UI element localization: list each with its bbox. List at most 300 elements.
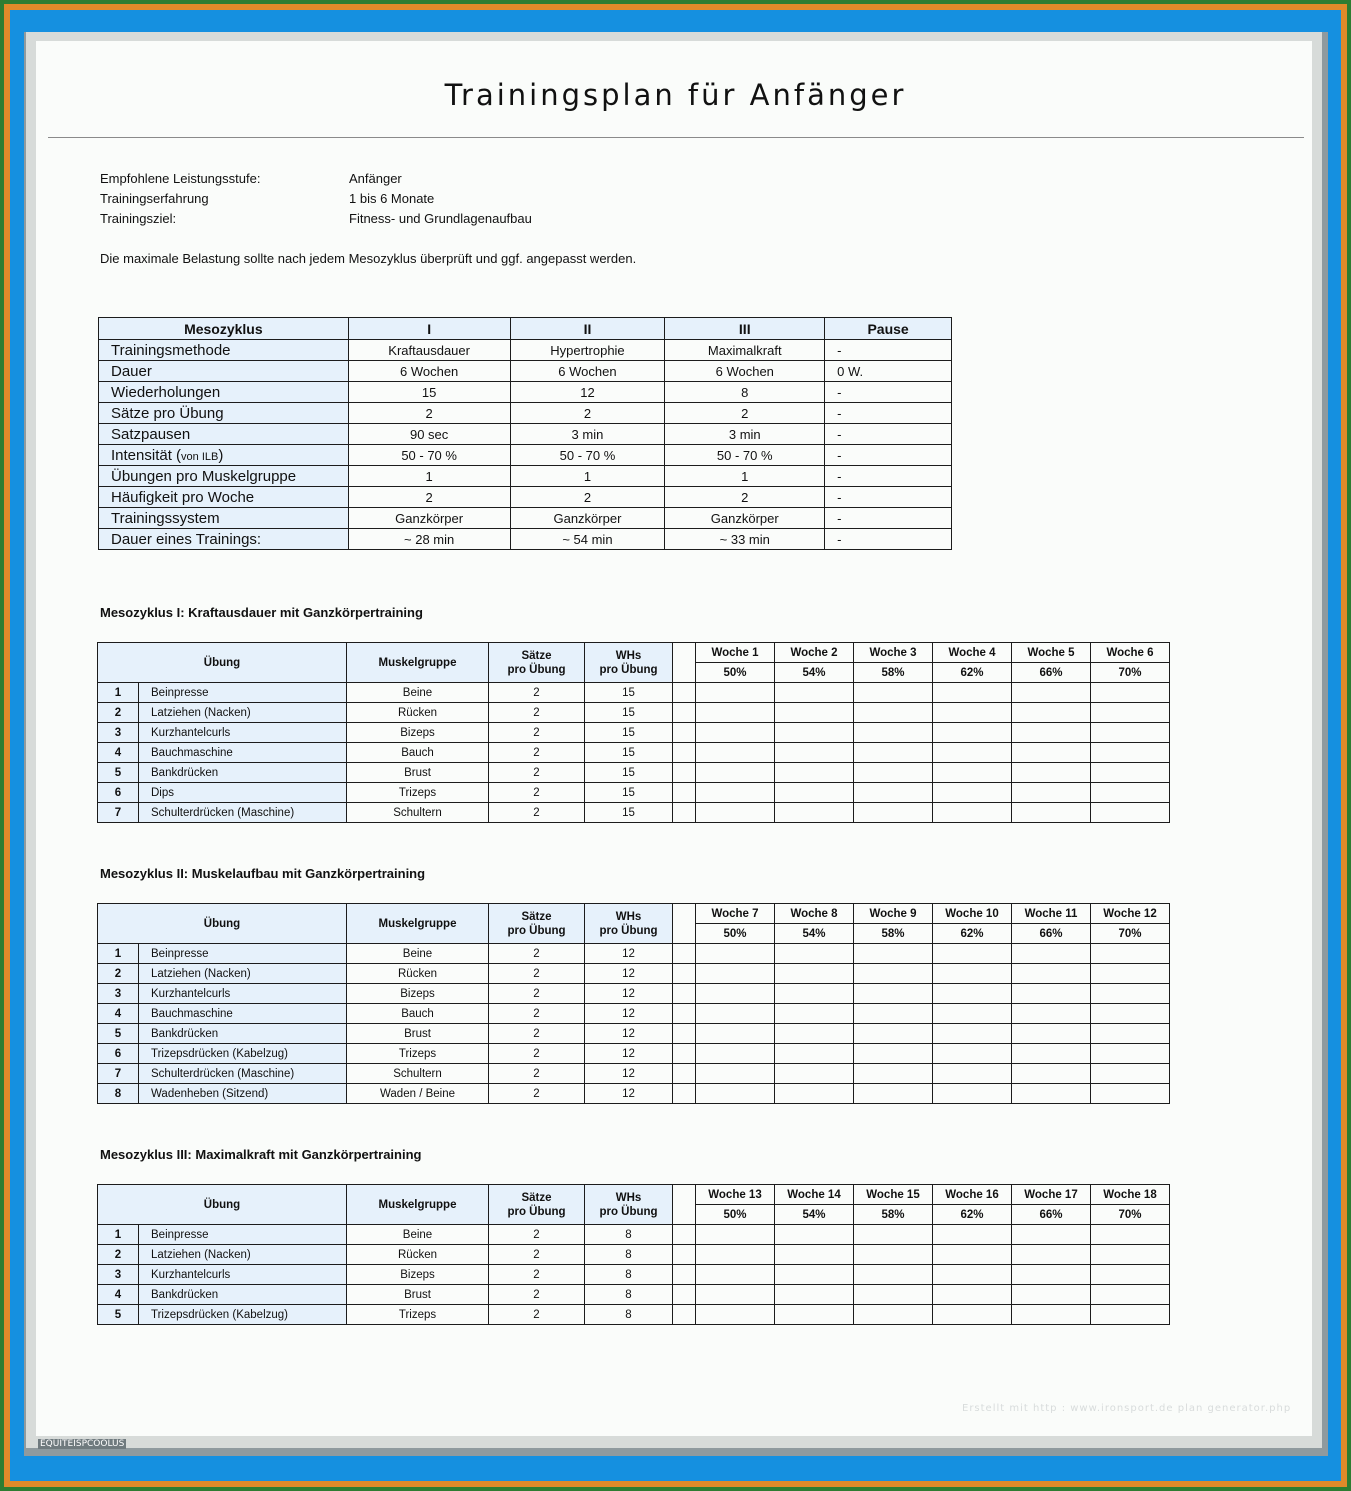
exercise-name: Bankdrücken [139, 1024, 347, 1044]
exercise-table-3 [97, 1184, 1170, 1325]
table-row [98, 1305, 1170, 1325]
week-intensity: 70% [1091, 663, 1170, 683]
week-entry-cell[interactable] [1012, 1084, 1091, 1104]
sets-value: 2 [489, 1285, 585, 1305]
exercise-number: 1 [98, 1225, 139, 1245]
exercise-name: Latziehen (Nacken) [139, 964, 347, 984]
header-row [98, 904, 1170, 924]
week-entry-cell[interactable] [1091, 1004, 1170, 1024]
header-pause: Pause [825, 318, 952, 340]
info-label-goal: Trainingsziel: [100, 211, 177, 226]
week-entry-cell[interactable] [854, 1044, 933, 1064]
week-entry-cell[interactable] [854, 1004, 933, 1024]
week-entry-cell[interactable] [933, 1245, 1012, 1265]
table-row [98, 1084, 1170, 1104]
table-row [98, 743, 1170, 763]
week-intensity: 50% [696, 924, 775, 944]
week-entry-cell[interactable] [854, 1024, 933, 1044]
muscle-group: Brust [347, 763, 489, 783]
sets-value: 2 [489, 1305, 585, 1325]
week-entry-cell[interactable] [1091, 743, 1170, 763]
reps-value: 12 [585, 964, 673, 984]
spacer-cell [673, 1285, 696, 1305]
week-entry-cell[interactable] [696, 683, 775, 703]
week-entry-cell[interactable] [1012, 783, 1091, 803]
exercise-number: 3 [98, 723, 139, 743]
overview-row [99, 424, 952, 445]
reps-value: 8 [585, 1265, 673, 1285]
reps-value: 12 [585, 1004, 673, 1024]
week-entry-cell[interactable] [696, 964, 775, 984]
exercise-number: 2 [98, 703, 139, 723]
week-header: Woche 14 [775, 1185, 854, 1205]
week-entry-cell[interactable] [1012, 1024, 1091, 1044]
week-entry-cell[interactable] [696, 1004, 775, 1024]
header-reps [585, 1185, 673, 1225]
week-intensity: 58% [854, 663, 933, 683]
overview-cell: 2 [510, 403, 665, 424]
table-row [98, 1024, 1170, 1044]
muscle-group: Brust [347, 1285, 489, 1305]
week-entry-cell[interactable] [1091, 1084, 1170, 1104]
week-intensity: 54% [775, 663, 854, 683]
header-muscle-group: Muskelgruppe [347, 1185, 489, 1225]
week-entry-cell[interactable] [775, 1044, 854, 1064]
week-entry-cell[interactable] [854, 783, 933, 803]
week-entry-cell[interactable] [1091, 763, 1170, 783]
week-entry-cell[interactable] [1091, 1064, 1170, 1084]
week-entry-cell[interactable] [854, 1064, 933, 1084]
week-entry-cell[interactable] [854, 1305, 933, 1325]
week-entry-cell[interactable] [1012, 703, 1091, 723]
table-row [98, 984, 1170, 1004]
week-entry-cell[interactable] [1012, 743, 1091, 763]
exercise-name: Bauchmaschine [139, 1004, 347, 1024]
week-entry-cell[interactable] [933, 683, 1012, 703]
week-intensity: 62% [933, 924, 1012, 944]
reps-value: 15 [585, 683, 673, 703]
header-sets-line1: Sätze [521, 1191, 552, 1204]
week-entry-cell[interactable] [933, 1305, 1012, 1325]
overview-label-text: Wiederholungen [111, 383, 221, 401]
week-entry-cell[interactable] [775, 723, 854, 743]
week-entry-cell[interactable] [1012, 683, 1091, 703]
overview-row [99, 529, 952, 550]
exercise-number: 2 [98, 1245, 139, 1265]
header-sets-line1: Sätze [521, 649, 552, 662]
week-entry-cell[interactable] [775, 1305, 854, 1325]
overview-row [99, 445, 952, 466]
week-intensity: 50% [696, 663, 775, 683]
overview-cell-pause: - [825, 340, 952, 361]
spacer-cell [673, 1265, 696, 1285]
week-entry-cell[interactable] [1012, 723, 1091, 743]
section-title-2: Mesozyklus II: Muskelaufbau mit Ganzkörpertraining [100, 866, 426, 881]
week-entry-cell[interactable] [854, 984, 933, 1004]
week-entry-cell[interactable] [1012, 984, 1091, 1004]
week-entry-cell[interactable] [1012, 1044, 1091, 1064]
week-entry-cell[interactable] [1012, 964, 1091, 984]
overview-row-label [99, 508, 349, 529]
overview-label-note: von ILB [181, 450, 219, 463]
week-entry-cell[interactable] [933, 944, 1012, 964]
overview-label-text: Dauer eines Trainings: [111, 530, 262, 548]
week-entry-cell[interactable] [775, 803, 854, 823]
exercise-number: 3 [98, 984, 139, 1004]
table-row [98, 723, 1170, 743]
week-header: Woche 18 [1091, 1185, 1170, 1205]
overview-row [99, 340, 952, 361]
overview-cell: 3 min [665, 424, 825, 445]
week-entry-cell[interactable] [696, 703, 775, 723]
exercise-name: Schulterdrücken (Maschine) [139, 1064, 347, 1084]
week-entry-cell[interactable] [1091, 944, 1170, 964]
week-entry-cell[interactable] [1012, 1285, 1091, 1305]
reps-value: 15 [585, 743, 673, 763]
muscle-group: Bizeps [347, 723, 489, 743]
exercise-name: Trizepsdrücken (Kabelzug) [139, 1044, 347, 1064]
week-entry-cell[interactable] [696, 1044, 775, 1064]
week-header: Woche 7 [696, 904, 775, 924]
week-entry-cell[interactable] [1012, 1064, 1091, 1084]
week-entry-cell[interactable] [854, 683, 933, 703]
week-entry-cell[interactable] [1091, 964, 1170, 984]
week-entry-cell[interactable] [1091, 703, 1170, 723]
week-entry-cell[interactable] [775, 1285, 854, 1305]
week-entry-cell[interactable] [933, 803, 1012, 823]
spacer-cell [673, 944, 696, 964]
overview-row-label [99, 487, 349, 508]
week-entry-cell[interactable] [933, 1084, 1012, 1104]
week-intensity: 62% [933, 1205, 1012, 1225]
sets-value: 2 [489, 703, 585, 723]
header-mesozyklus: Mesozyklus [99, 318, 349, 340]
table-row [98, 1225, 1170, 1245]
week-entry-cell[interactable] [775, 1004, 854, 1024]
exercise-number: 4 [98, 1285, 139, 1305]
overview-label-text: Trainingssystem [111, 509, 220, 527]
muscle-group: Beine [347, 944, 489, 964]
overview-cell: 2 [348, 403, 510, 424]
week-entry-cell[interactable] [1091, 1245, 1170, 1265]
exercise-number: 4 [98, 743, 139, 763]
overview-row-label [99, 382, 349, 403]
overview-cell: 8 [665, 382, 825, 403]
week-entry-cell[interactable] [854, 1225, 933, 1245]
spacer-cell [673, 1044, 696, 1064]
week-entry-cell[interactable] [1091, 1305, 1170, 1325]
overview-cell: 6 Wochen [510, 361, 665, 382]
overview-row-label [99, 529, 349, 550]
week-intensity: 58% [854, 1205, 933, 1225]
week-entry-cell[interactable] [696, 984, 775, 1004]
week-entry-cell[interactable] [696, 1265, 775, 1285]
week-entry-cell[interactable] [933, 984, 1012, 1004]
week-intensity: 66% [1012, 924, 1091, 944]
week-entry-cell[interactable] [933, 1004, 1012, 1024]
header-sets-line2: pro Übung [507, 663, 566, 676]
spacer-cell [673, 1305, 696, 1325]
reps-value: 8 [585, 1245, 673, 1265]
week-entry-cell[interactable] [696, 783, 775, 803]
overview-row [99, 382, 952, 403]
week-entry-cell[interactable] [775, 984, 854, 1004]
week-entry-cell[interactable] [696, 1084, 775, 1104]
week-entry-cell[interactable] [775, 1024, 854, 1044]
overview-label-text: Übungen pro Muskelgruppe [111, 467, 297, 485]
week-entry-cell[interactable] [854, 743, 933, 763]
week-entry-cell[interactable] [775, 964, 854, 984]
week-header: Woche 10 [933, 904, 1012, 924]
week-header: Woche 4 [933, 643, 1012, 663]
reps-value: 15 [585, 763, 673, 783]
week-entry-cell[interactable] [1012, 1305, 1091, 1325]
header-sets-line2: pro Übung [507, 924, 566, 937]
week-entry-cell[interactable] [696, 803, 775, 823]
week-entry-cell[interactable] [775, 1245, 854, 1265]
week-entry-cell[interactable] [1091, 1285, 1170, 1305]
header-cycle-2: II [510, 318, 665, 340]
week-entry-cell[interactable] [775, 1084, 854, 1104]
section-title-3: Mesozyklus III: Maximalkraft mit Ganzkörpertraining [100, 1147, 422, 1162]
week-entry-cell[interactable] [775, 763, 854, 783]
corner-watermark: EQUITEISPCOOLUS [40, 1439, 125, 1449]
week-entry-cell[interactable] [1012, 763, 1091, 783]
week-entry-cell[interactable] [933, 1024, 1012, 1044]
header-sets [489, 643, 585, 683]
table-row [98, 1245, 1170, 1265]
week-entry-cell[interactable] [933, 1285, 1012, 1305]
spacer-cell [673, 803, 696, 823]
muscle-group: Rücken [347, 703, 489, 723]
muscle-group: Rücken [347, 964, 489, 984]
week-entry-cell[interactable] [696, 743, 775, 763]
sets-value: 2 [489, 984, 585, 1004]
overview-row-label [99, 403, 349, 424]
muscle-group: Schultern [347, 1064, 489, 1084]
overview-cell-pause: - [825, 424, 952, 445]
week-entry-cell[interactable] [933, 703, 1012, 723]
week-entry-cell[interactable] [933, 1225, 1012, 1245]
spacer-cell [673, 743, 696, 763]
week-entry-cell[interactable] [1012, 803, 1091, 823]
week-entry-cell[interactable] [1091, 1225, 1170, 1245]
week-entry-cell[interactable] [1091, 723, 1170, 743]
spacer-cell [673, 1024, 696, 1044]
overview-cell: 1 [510, 466, 665, 487]
title-divider [48, 137, 1304, 138]
exercise-number: 1 [98, 944, 139, 964]
reps-value: 12 [585, 1064, 673, 1084]
week-entry-cell[interactable] [933, 723, 1012, 743]
overview-row-label [99, 466, 349, 487]
overview-cell: ~ 54 min [510, 529, 665, 550]
overview-cell: 2 [510, 487, 665, 508]
week-entry-cell[interactable] [854, 964, 933, 984]
muscle-group: Bizeps [347, 1265, 489, 1285]
week-entry-cell[interactable] [696, 1225, 775, 1245]
week-entry-cell[interactable] [775, 944, 854, 964]
sets-value: 2 [489, 944, 585, 964]
week-header: Woche 3 [854, 643, 933, 663]
exercise-name: Trizepsdrücken (Kabelzug) [139, 1305, 347, 1325]
week-entry-cell[interactable] [775, 783, 854, 803]
week-entry-cell[interactable] [933, 743, 1012, 763]
overview-cell-pause: - [825, 508, 952, 529]
week-entry-cell[interactable] [1091, 783, 1170, 803]
overview-row [99, 508, 952, 529]
overview-row-label [99, 340, 349, 361]
footer-credit: Erstellt mit http : www.ironsport.de plan generator.php [962, 1403, 1292, 1414]
reps-value: 12 [585, 944, 673, 964]
week-entry-cell[interactable] [854, 1265, 933, 1285]
header-spacer [673, 1185, 696, 1225]
week-entry-cell[interactable] [775, 1265, 854, 1285]
info-value-experience: 1 bis 6 Monate [349, 191, 435, 206]
week-entry-cell[interactable] [1091, 984, 1170, 1004]
week-header: Woche 17 [1012, 1185, 1091, 1205]
exercise-number: 5 [98, 1305, 139, 1325]
overview-row [99, 403, 952, 424]
week-entry-cell[interactable] [933, 964, 1012, 984]
info-value-goal: Fitness- und Grundlagenaufbau [349, 211, 532, 226]
week-entry-cell[interactable] [1091, 1044, 1170, 1064]
week-entry-cell[interactable] [1091, 1024, 1170, 1044]
table-row [98, 1044, 1170, 1064]
week-entry-cell[interactable] [1012, 1245, 1091, 1265]
overview-cell: 50 - 70 % [510, 445, 665, 466]
muscle-group: Brust [347, 1024, 489, 1044]
exercise-name: Kurzhantelcurls [139, 723, 347, 743]
week-entry-cell[interactable] [696, 1245, 775, 1265]
week-entry-cell[interactable] [1012, 1265, 1091, 1285]
exercise-number: 3 [98, 1265, 139, 1285]
sets-value: 2 [489, 1024, 585, 1044]
week-intensity: 54% [775, 1205, 854, 1225]
week-header: Woche 12 [1091, 904, 1170, 924]
spacer-cell [673, 683, 696, 703]
week-entry-cell[interactable] [854, 1084, 933, 1104]
week-entry-cell[interactable] [696, 723, 775, 743]
week-entry-cell[interactable] [933, 1044, 1012, 1064]
exercise-number: 1 [98, 683, 139, 703]
table-row [98, 1004, 1170, 1024]
week-entry-cell[interactable] [854, 803, 933, 823]
spacer-cell [673, 1064, 696, 1084]
exercise-table-2 [97, 903, 1170, 1104]
table-row [98, 944, 1170, 964]
week-entry-cell[interactable] [696, 944, 775, 964]
overview-cell: 50 - 70 % [348, 445, 510, 466]
overview-cell-pause: - [825, 382, 952, 403]
week-entry-cell[interactable] [1012, 944, 1091, 964]
week-entry-cell[interactable] [854, 1285, 933, 1305]
header-muscle-group: Muskelgruppe [347, 643, 489, 683]
week-intensity: 50% [696, 1205, 775, 1225]
week-entry-cell[interactable] [696, 763, 775, 783]
header-row [98, 1185, 1170, 1205]
muscle-group: Beine [347, 683, 489, 703]
week-entry-cell[interactable] [696, 1305, 775, 1325]
muscle-group: Trizeps [347, 783, 489, 803]
week-entry-cell[interactable] [854, 763, 933, 783]
week-entry-cell[interactable] [854, 723, 933, 743]
week-entry-cell[interactable] [933, 1265, 1012, 1285]
overview-cell-pause: - [825, 466, 952, 487]
reps-value: 8 [585, 1305, 673, 1325]
spacer-cell [673, 1004, 696, 1024]
week-entry-cell[interactable] [775, 683, 854, 703]
header-exercise: Übung [98, 1185, 347, 1225]
week-entry-cell[interactable] [775, 1225, 854, 1245]
week-entry-cell[interactable] [775, 703, 854, 723]
sets-value: 2 [489, 743, 585, 763]
table-row [98, 1265, 1170, 1285]
overview-row-label [99, 361, 349, 382]
exercise-name: Latziehen (Nacken) [139, 703, 347, 723]
week-entry-cell[interactable] [1091, 683, 1170, 703]
header-reps-line2: pro Übung [599, 663, 658, 676]
overview-cell: 6 Wochen [348, 361, 510, 382]
exercise-number: 6 [98, 783, 139, 803]
table-row [98, 1285, 1170, 1305]
week-header: Woche 13 [696, 1185, 775, 1205]
week-entry-cell[interactable] [696, 1024, 775, 1044]
reps-value: 15 [585, 803, 673, 823]
week-entry-cell[interactable] [775, 1064, 854, 1084]
week-intensity: 62% [933, 663, 1012, 683]
header-sets [489, 1185, 585, 1225]
muscle-group: Bauch [347, 743, 489, 763]
week-entry-cell[interactable] [933, 763, 1012, 783]
week-entry-cell[interactable] [696, 1064, 775, 1084]
exercise-name: Kurzhantelcurls [139, 984, 347, 1004]
week-intensity: 66% [1012, 1205, 1091, 1225]
week-entry-cell[interactable] [854, 703, 933, 723]
week-entry-cell[interactable] [1091, 1265, 1170, 1285]
spacer-cell [673, 984, 696, 1004]
overview-cell-pause: - [825, 445, 952, 466]
overview-cell-pause: - [825, 529, 952, 550]
exercise-number: 2 [98, 964, 139, 984]
exercise-number: 8 [98, 1084, 139, 1104]
info-value-level: Anfänger [349, 171, 402, 186]
table-row [98, 1064, 1170, 1084]
spacer-cell [673, 964, 696, 984]
week-entry-cell[interactable] [933, 1064, 1012, 1084]
week-entry-cell[interactable] [1091, 803, 1170, 823]
header-reps [585, 904, 673, 944]
week-entry-cell[interactable] [854, 1245, 933, 1265]
overview-label-text: Trainingsmethode [111, 341, 231, 359]
sets-value: 2 [489, 1004, 585, 1024]
week-entry-cell[interactable] [775, 743, 854, 763]
week-intensity: 70% [1091, 924, 1170, 944]
exercise-name: Wadenheben (Sitzend) [139, 1084, 347, 1104]
week-entry-cell[interactable] [854, 944, 933, 964]
overview-cell: Ganzkörper [665, 508, 825, 529]
week-entry-cell[interactable] [933, 783, 1012, 803]
exercise-name: Kurzhantelcurls [139, 1265, 347, 1285]
exercise-name: Bankdrücken [139, 763, 347, 783]
muscle-group: Rücken [347, 1245, 489, 1265]
week-header: Woche 9 [854, 904, 933, 924]
week-entry-cell[interactable] [696, 1285, 775, 1305]
week-entry-cell[interactable] [1012, 1225, 1091, 1245]
reps-value: 8 [585, 1225, 673, 1245]
exercise-name: Beinpresse [139, 1225, 347, 1245]
week-entry-cell[interactable] [1012, 1004, 1091, 1024]
